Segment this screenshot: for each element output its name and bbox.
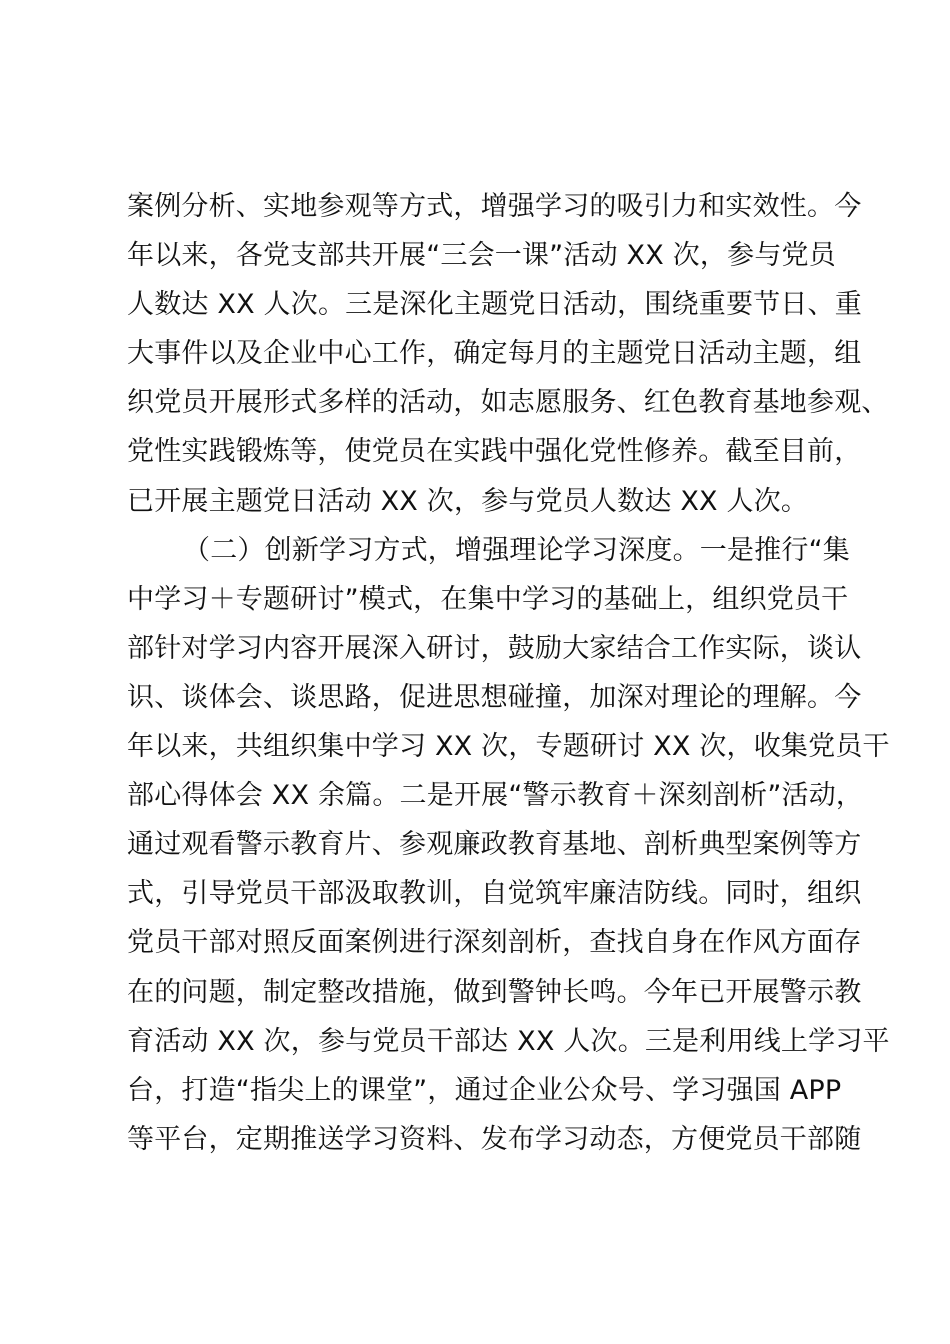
- text-line: 等平台，定期推送学习资料、发布学习动态，方便党员干部随: [127, 1123, 862, 1155]
- text-line: 部针对学习内容开展深入研讨，鼓励大家结合工作实际，谈认: [127, 632, 862, 664]
- text-line: 在的问题，制定整改措施，做到警钟长鸣。今年已开展警示教: [127, 976, 862, 1008]
- body-text: [127, 182, 890, 1164]
- text-line: 党性实践锻炼等，使党员在实践中强化党性修养。截至目前，: [127, 436, 862, 468]
- text-line: 台，打造“指尖上的课堂”，通过企业公众号、学习强国 APP: [127, 1074, 842, 1106]
- text-line: 大事件以及企业中心工作，确定每月的主题党日活动主题，组: [127, 338, 862, 370]
- text-line: 党员干部对照反面案例进行深刻剖析，查找自身在作风方面存: [127, 927, 862, 959]
- text-line: 人数达 XX 人次。三是深化主题党日活动，围绕重要节日、重: [127, 289, 862, 321]
- text-line: 中学习＋专题研讨”模式，在集中学习的基础上，组织党员干: [127, 583, 849, 615]
- section-heading-line: （二）创新学习方式，增强理论学习深度。一是推行“集: [183, 534, 850, 566]
- text-line: 式，引导党员干部汲取教训，自觉筑牢廉洁防线。同时，组织: [127, 878, 862, 910]
- text-line: 年以来，各党支部共开展“三会一课”活动 XX 次，参与党员: [127, 240, 836, 272]
- text-line: 织党员开展形式多样的活动，如志愿服务、红色教育基地参观、: [127, 387, 889, 419]
- text-line: 已开展主题党日活动 XX 次，参与党员人数达 XX 人次。: [127, 485, 809, 517]
- text-line: 年以来，共组织集中学习 XX 次，专题研讨 XX 次，收集党员干: [127, 731, 890, 763]
- text-line: 案例分析、实地参观等方式，增强学习的吸引力和实效性。今: [127, 191, 862, 222]
- text-line: 通过观看警示教育片、参观廉政教育基地、剖析典型案例等方: [127, 829, 862, 861]
- text-line: 识、谈体会、谈思路，促进思想碰撞，加深对理论的理解。今: [127, 681, 862, 713]
- text-line: 育活动 XX 次，参与党员干部达 XX 人次。三是利用线上学习平: [127, 1025, 890, 1057]
- text-line: 部心得体会 XX 余篇。二是开展“警示教育＋深刻剖析”活动，: [127, 780, 864, 812]
